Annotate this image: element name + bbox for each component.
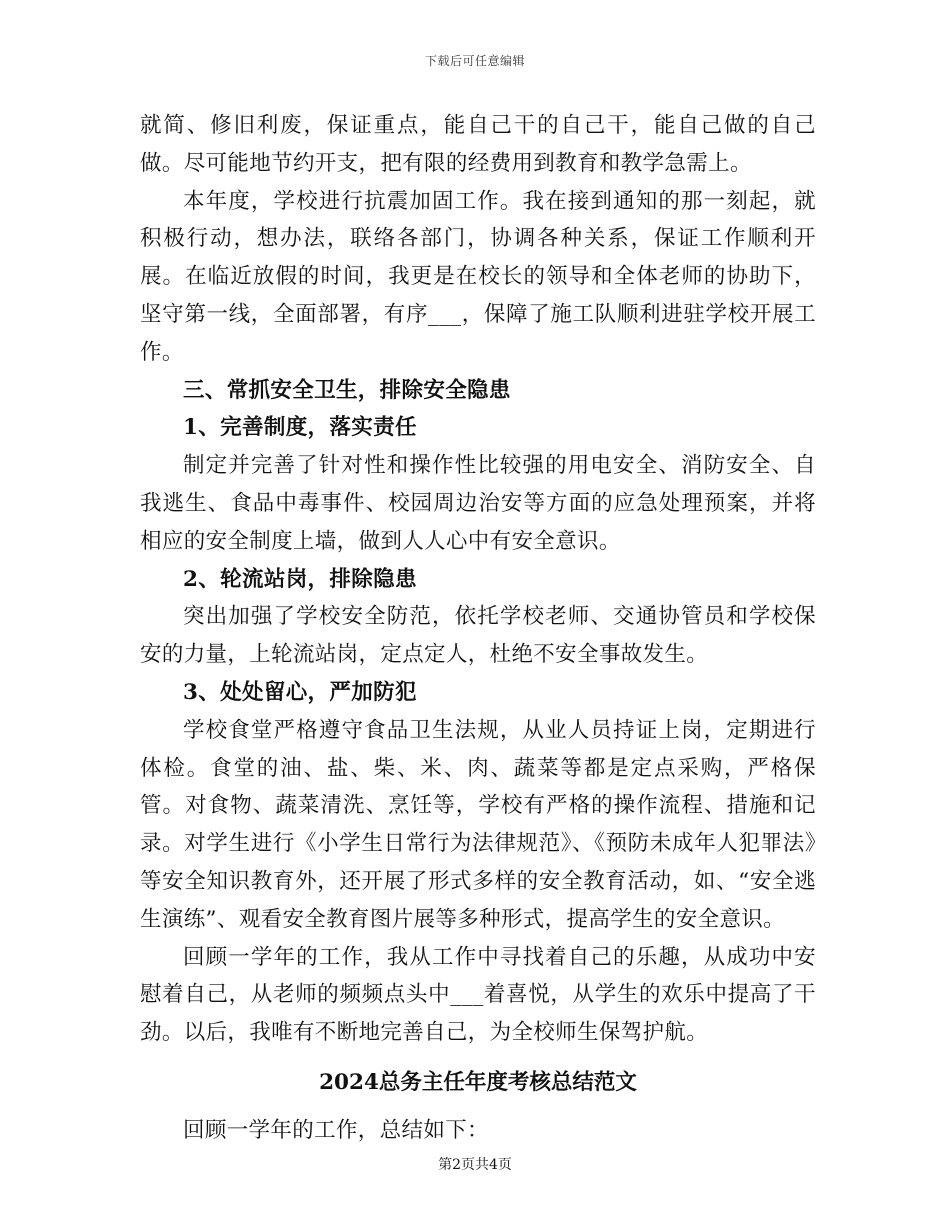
page-header: 下载后可任意编辑	[424, 54, 525, 68]
paragraph: 回顾一学年的工作，总结如下：	[183, 1117, 489, 1143]
page-number: 第2页共4页	[438, 1157, 512, 1173]
paragraph: 制定并完善了针对性和操作性比较强的用电安全、消防安全、自我逃生、食品中毒事件、校园周边治安等方面的应急处理预案，并将相应的安全制度上墙，做到人人心中有安全意识。	[140, 453, 816, 554]
paragraph: 本年度，学校进行抗震加固工作。我在接到通知的那一刻起，就积极行动，想办法，联络各部门，协调各种关系，保证工作顺利开展。在临近放假的时间，我更是在校长的领导和全体老师的协助下，坚守第一线，全面部署，有序___，保障了施工队顺利进驻学校开展工作。	[140, 188, 816, 365]
paragraph: 学校食堂严格遵守食品卫生法规，从业人员持证上岗，定期进行体检。食堂的油、盐、柴、米、肉、蔬菜等都是定点采购，严格保管。对食物、蔬菜清洗、烹饪等，学校有严格的操作流程、措施和记录。对学生进行《小学生日常行为法律规范》、《预防未成年人犯罪法》等安全知识教育外，还开展了形式多样的安全教育活动，如、“安全逃生演练”、观看安全教育图片展等多种形式，提高学生的安全意识。	[140, 717, 816, 932]
paragraph: 突出加强了学校安全防范，依托学校老师、交通协管员和学校保安的力量，上轮流站岗，定点定人，杜绝不安全事故发生。	[140, 604, 816, 668]
subsection-heading: 1、完善制度，落实责任	[183, 415, 417, 441]
section-heading: 三、常抓安全卫生，排除安全隐患	[183, 377, 511, 403]
document-title: 2024总务主任年度考核总结范文	[319, 1069, 637, 1095]
subsection-heading: 3、处处留心，严加防犯	[183, 679, 417, 705]
paragraph: 就简、修旧利废，保证重点，能自己干的自己干，能自己做的自己做。尽可能地节约开支，把有限的经费用到教育和教学急需上。	[140, 113, 816, 176]
subsection-heading: 2、轮流站岗，排除隐患	[183, 566, 417, 592]
document-body	[140, 107, 816, 1150]
paragraph: 回顾一学年的工作，我从工作中寻找着自己的乐趣，从成功中安慰着自己，从老师的频频点头中___着喜悦，从学生的欢乐中提高了干劲。以后，我唯有不断地完善自己，为全校师生保驾护航。	[140, 944, 816, 1046]
